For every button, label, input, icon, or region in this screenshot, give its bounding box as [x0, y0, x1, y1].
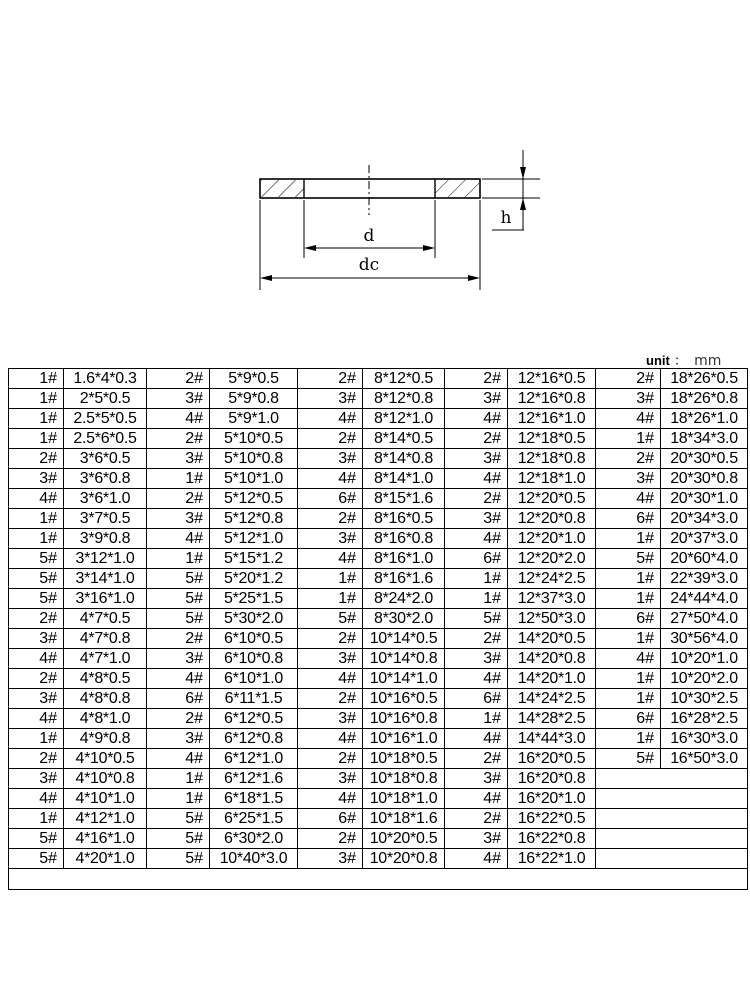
- quantity-cell: 2#: [445, 429, 508, 449]
- table-footer-row: [9, 869, 748, 890]
- size-cell: 12*24*2.5: [508, 569, 596, 589]
- size-cell: 6*10*0.5: [210, 629, 298, 649]
- quantity-cell: 6#: [596, 509, 661, 529]
- quantity-cell: 4#: [147, 529, 210, 549]
- quantity-cell: 5#: [596, 749, 661, 769]
- table-row: [9, 849, 748, 869]
- quantity-cell: 5#: [9, 829, 64, 849]
- size-cell: 27*50*4.0: [661, 609, 748, 629]
- quantity-cell: 4#: [445, 529, 508, 549]
- size-cell: 16*22*1.0: [508, 849, 596, 869]
- quantity-cell: 5#: [147, 589, 210, 609]
- empty-cell: [596, 789, 748, 809]
- size-cell: 16*20*1.0: [508, 789, 596, 809]
- quantity-cell: 5#: [147, 849, 210, 869]
- quantity-cell: 3#: [298, 649, 363, 669]
- quantity-cell: 4#: [445, 469, 508, 489]
- size-cell: 12*16*0.8: [508, 389, 596, 409]
- quantity-cell: 1#: [9, 809, 64, 829]
- size-cell: 10*18*1.6: [363, 809, 445, 829]
- quantity-cell: 4#: [298, 549, 363, 569]
- size-cell: 16*30*3.0: [661, 729, 748, 749]
- quantity-cell: 3#: [147, 509, 210, 529]
- d-label: d: [363, 226, 375, 246]
- quantity-cell: 5#: [445, 609, 508, 629]
- size-cell: 12*37*3.0: [508, 589, 596, 609]
- unit-value: mm: [694, 353, 722, 369]
- size-cell: 10*18*0.8: [363, 769, 445, 789]
- quantity-cell: 1#: [9, 529, 64, 549]
- size-cell: 10*30*2.5: [661, 689, 748, 709]
- size-cell: 2.5*6*0.5: [64, 429, 147, 449]
- quantity-cell: 1#: [9, 729, 64, 749]
- size-cell: 1.6*4*0.3: [64, 369, 147, 389]
- size-cell: 12*16*0.5: [508, 369, 596, 389]
- quantity-cell: 3#: [147, 389, 210, 409]
- size-cell: 6*25*1.5: [210, 809, 298, 829]
- size-cell: 12*16*1.0: [508, 409, 596, 429]
- size-cell: 4*7*1.0: [64, 649, 147, 669]
- quantity-cell: 1#: [596, 669, 661, 689]
- size-cell: 4*10*1.0: [64, 789, 147, 809]
- quantity-cell: 2#: [9, 609, 64, 629]
- size-cell: 18*34*3.0: [661, 429, 748, 449]
- size-cell: 14*20*1.0: [508, 669, 596, 689]
- washer-size-table: [8, 368, 748, 890]
- quantity-cell: 4#: [298, 789, 363, 809]
- size-cell: 5*9*1.0: [210, 409, 298, 429]
- quantity-cell: 4#: [596, 409, 661, 429]
- size-cell: 4*9*0.8: [64, 729, 147, 749]
- quantity-cell: 4#: [298, 409, 363, 429]
- quantity-cell: 3#: [445, 389, 508, 409]
- size-cell: 10*16*0.5: [363, 689, 445, 709]
- table-row: [9, 749, 748, 769]
- size-cell: 2.5*5*0.5: [64, 409, 147, 429]
- table-row: [9, 809, 748, 829]
- quantity-cell: 6#: [147, 689, 210, 709]
- size-cell: 14*24*2.5: [508, 689, 596, 709]
- table-row: [9, 649, 748, 669]
- size-cell: 5*12*0.8: [210, 509, 298, 529]
- size-cell: 10*14*0.8: [363, 649, 445, 669]
- size-cell: 10*20*1.0: [661, 649, 748, 669]
- size-cell: 4*10*0.8: [64, 769, 147, 789]
- size-cell: 4*8*1.0: [64, 709, 147, 729]
- size-cell: 4*7*0.5: [64, 609, 147, 629]
- quantity-cell: 1#: [596, 729, 661, 749]
- table-row: [9, 769, 748, 789]
- size-cell: 4*16*1.0: [64, 829, 147, 849]
- size-cell: 10*40*3.0: [210, 849, 298, 869]
- quantity-cell: 2#: [445, 489, 508, 509]
- size-cell: 4*12*1.0: [64, 809, 147, 829]
- size-cell: 20*60*4.0: [661, 549, 748, 569]
- size-cell: 5*9*0.8: [210, 389, 298, 409]
- table-row: [9, 789, 748, 809]
- quantity-cell: 5#: [9, 549, 64, 569]
- size-cell: 10*18*0.5: [363, 749, 445, 769]
- quantity-cell: 5#: [147, 829, 210, 849]
- size-cell: 3*14*1.0: [64, 569, 147, 589]
- quantity-cell: 4#: [147, 749, 210, 769]
- quantity-cell: 2#: [298, 629, 363, 649]
- quantity-cell: 1#: [147, 789, 210, 809]
- size-cell: 6*12*0.5: [210, 709, 298, 729]
- quantity-cell: 4#: [596, 489, 661, 509]
- size-cell: 3*6*0.8: [64, 469, 147, 489]
- table-row: [9, 529, 748, 549]
- quantity-cell: 4#: [445, 789, 508, 809]
- size-cell: 12*18*0.5: [508, 429, 596, 449]
- quantity-cell: 5#: [9, 849, 64, 869]
- quantity-cell: 1#: [596, 529, 661, 549]
- table-row: [9, 669, 748, 689]
- table-row: [9, 689, 748, 709]
- quantity-cell: 3#: [9, 769, 64, 789]
- quantity-cell: 4#: [445, 409, 508, 429]
- size-cell: 8*14*1.0: [363, 469, 445, 489]
- quantity-cell: 1#: [445, 709, 508, 729]
- quantity-cell: 2#: [298, 689, 363, 709]
- quantity-cell: 4#: [445, 669, 508, 689]
- quantity-cell: 2#: [147, 709, 210, 729]
- quantity-cell: 4#: [445, 729, 508, 749]
- size-cell: 6*11*1.5: [210, 689, 298, 709]
- quantity-cell: 2#: [445, 809, 508, 829]
- size-cell: 4*20*1.0: [64, 849, 147, 869]
- quantity-cell: 2#: [147, 429, 210, 449]
- quantity-cell: 4#: [298, 729, 363, 749]
- quantity-cell: 2#: [147, 629, 210, 649]
- quantity-cell: 1#: [596, 629, 661, 649]
- quantity-cell: 6#: [445, 689, 508, 709]
- table-row: [9, 389, 748, 409]
- quantity-cell: 5#: [147, 609, 210, 629]
- quantity-cell: 1#: [298, 569, 363, 589]
- quantity-cell: 1#: [596, 569, 661, 589]
- size-cell: 5*10*0.8: [210, 449, 298, 469]
- size-cell: 12*20*2.0: [508, 549, 596, 569]
- unit-label: [646, 350, 721, 369]
- size-cell: 5*30*2.0: [210, 609, 298, 629]
- size-cell: 8*16*1.0: [363, 549, 445, 569]
- size-cell: 6*12*1.0: [210, 749, 298, 769]
- table-row: [9, 729, 748, 749]
- size-cell: 10*16*0.8: [363, 709, 445, 729]
- quantity-cell: 4#: [9, 789, 64, 809]
- size-cell: 5*10*1.0: [210, 469, 298, 489]
- size-cell: 6*18*1.5: [210, 789, 298, 809]
- quantity-cell: 3#: [147, 449, 210, 469]
- quantity-cell: 4#: [9, 649, 64, 669]
- quantity-cell: 3#: [445, 649, 508, 669]
- quantity-cell: 3#: [298, 389, 363, 409]
- size-cell: 12*20*0.8: [508, 509, 596, 529]
- size-cell: 10*20*0.8: [363, 849, 445, 869]
- quantity-cell: 6#: [298, 809, 363, 829]
- size-cell: 3*12*1.0: [64, 549, 147, 569]
- quantity-cell: 3#: [298, 449, 363, 469]
- table-row: [9, 569, 748, 589]
- size-cell: 12*18*0.8: [508, 449, 596, 469]
- size-cell: 12*20*1.0: [508, 529, 596, 549]
- size-cell: 2*5*0.5: [64, 389, 147, 409]
- quantity-cell: 2#: [298, 429, 363, 449]
- quantity-cell: 3#: [298, 769, 363, 789]
- quantity-cell: 2#: [9, 669, 64, 689]
- size-cell: 10*14*0.5: [363, 629, 445, 649]
- size-cell: 22*39*3.0: [661, 569, 748, 589]
- table-row: [9, 589, 748, 609]
- table-row: [9, 469, 748, 489]
- quantity-cell: 1#: [596, 589, 661, 609]
- size-cell: 5*25*1.5: [210, 589, 298, 609]
- dc-label: dc: [358, 255, 380, 275]
- size-cell: 10*14*1.0: [363, 669, 445, 689]
- quantity-cell: 1#: [596, 429, 661, 449]
- quantity-cell: 5#: [147, 809, 210, 829]
- size-cell: 8*12*1.0: [363, 409, 445, 429]
- size-cell: 6*12*1.6: [210, 769, 298, 789]
- table-row: [9, 549, 748, 569]
- size-cell: 12*18*1.0: [508, 469, 596, 489]
- size-cell: 14*20*0.8: [508, 649, 596, 669]
- table-row: [9, 449, 748, 469]
- quantity-cell: 6#: [445, 549, 508, 569]
- size-cell: 10*20*2.0: [661, 669, 748, 689]
- quantity-cell: 4#: [298, 669, 363, 689]
- size-cell: 4*10*0.5: [64, 749, 147, 769]
- size-cell: 20*37*3.0: [661, 529, 748, 549]
- table-row: [9, 429, 748, 449]
- quantity-cell: 2#: [9, 749, 64, 769]
- quantity-cell: 3#: [147, 729, 210, 749]
- quantity-cell: 2#: [596, 369, 661, 389]
- unit-separator: ：: [673, 354, 687, 369]
- quantity-cell: 4#: [147, 409, 210, 429]
- quantity-cell: 3#: [9, 469, 64, 489]
- quantity-cell: 2#: [298, 749, 363, 769]
- size-cell: 6*30*2.0: [210, 829, 298, 849]
- size-cell: 10*18*1.0: [363, 789, 445, 809]
- thickness-dimension: [482, 150, 540, 230]
- size-cell: 6*10*0.8: [210, 649, 298, 669]
- quantity-cell: 1#: [298, 589, 363, 609]
- table-row: [9, 509, 748, 529]
- table-row: [9, 609, 748, 629]
- h-label: h: [500, 208, 512, 228]
- quantity-cell: 1#: [9, 389, 64, 409]
- size-cell: 20*34*3.0: [661, 509, 748, 529]
- size-cell: 20*30*0.8: [661, 469, 748, 489]
- size-cell: 5*12*1.0: [210, 529, 298, 549]
- quantity-cell: 5#: [298, 609, 363, 629]
- table-row: [9, 829, 748, 849]
- size-cell: 18*26*1.0: [661, 409, 748, 429]
- quantity-cell: 6#: [596, 609, 661, 629]
- quantity-cell: 6#: [596, 709, 661, 729]
- size-cell: 3*6*0.5: [64, 449, 147, 469]
- size-cell: 4*7*0.8: [64, 629, 147, 649]
- size-cell: 18*26*0.5: [661, 369, 748, 389]
- size-cell: 6*10*1.0: [210, 669, 298, 689]
- quantity-cell: 2#: [298, 369, 363, 389]
- quantity-cell: 1#: [445, 589, 508, 609]
- empty-cell: [596, 849, 748, 869]
- size-cell: 16*20*0.5: [508, 749, 596, 769]
- quantity-cell: 3#: [147, 649, 210, 669]
- size-cell: 12*20*0.5: [508, 489, 596, 509]
- size-cell: 10*20*0.5: [363, 829, 445, 849]
- table-row: [9, 369, 748, 389]
- quantity-cell: 3#: [445, 769, 508, 789]
- empty-cell: [9, 869, 748, 890]
- size-cell: 5*20*1.2: [210, 569, 298, 589]
- quantity-cell: 6#: [298, 489, 363, 509]
- quantity-cell: 4#: [445, 849, 508, 869]
- size-cell: 5*12*0.5: [210, 489, 298, 509]
- empty-cell: [596, 769, 748, 789]
- washer-cross-section: [260, 165, 480, 215]
- quantity-cell: 2#: [147, 489, 210, 509]
- size-cell: 24*44*4.0: [661, 589, 748, 609]
- quantity-cell: 1#: [9, 509, 64, 529]
- quantity-cell: 1#: [147, 469, 210, 489]
- quantity-cell: 2#: [147, 369, 210, 389]
- size-cell: 5*15*1.2: [210, 549, 298, 569]
- size-cell: 16*28*2.5: [661, 709, 748, 729]
- quantity-cell: 3#: [9, 689, 64, 709]
- size-cell: 5*10*0.5: [210, 429, 298, 449]
- size-cell: 3*9*0.8: [64, 529, 147, 549]
- size-cell: 30*56*4.0: [661, 629, 748, 649]
- quantity-cell: 2#: [445, 629, 508, 649]
- size-cell: 16*20*0.8: [508, 769, 596, 789]
- size-cell: 4*8*0.8: [64, 689, 147, 709]
- size-cell: 14*44*3.0: [508, 729, 596, 749]
- size-cell: 8*16*0.8: [363, 529, 445, 549]
- quantity-cell: 1#: [147, 769, 210, 789]
- size-cell: 8*14*0.5: [363, 429, 445, 449]
- size-cell: 8*24*2.0: [363, 589, 445, 609]
- quantity-cell: 3#: [298, 849, 363, 869]
- quantity-cell: 4#: [9, 709, 64, 729]
- empty-cell: [596, 829, 748, 849]
- size-cell: 16*22*0.8: [508, 829, 596, 849]
- table-row: [9, 489, 748, 509]
- quantity-cell: 2#: [298, 509, 363, 529]
- size-cell: 14*28*2.5: [508, 709, 596, 729]
- quantity-cell: 3#: [298, 709, 363, 729]
- size-cell: 14*20*0.5: [508, 629, 596, 649]
- quantity-cell: 3#: [445, 449, 508, 469]
- quantity-cell: 4#: [298, 469, 363, 489]
- washer-dimension-diagram: [0, 0, 750, 330]
- empty-cell: [596, 809, 748, 829]
- quantity-cell: 5#: [596, 549, 661, 569]
- quantity-cell: 3#: [445, 509, 508, 529]
- quantity-cell: 4#: [9, 489, 64, 509]
- size-cell: 8*16*1.6: [363, 569, 445, 589]
- size-cell: 20*30*1.0: [661, 489, 748, 509]
- size-cell: 3*16*1.0: [64, 589, 147, 609]
- unit-text: unit: [646, 353, 670, 368]
- quantity-cell: 2#: [596, 449, 661, 469]
- quantity-cell: 3#: [596, 389, 661, 409]
- size-cell: 10*16*1.0: [363, 729, 445, 749]
- size-cell: 8*15*1.6: [363, 489, 445, 509]
- quantity-cell: 1#: [147, 549, 210, 569]
- size-cell: 18*26*0.8: [661, 389, 748, 409]
- size-cell: 16*50*3.0: [661, 749, 748, 769]
- quantity-cell: 3#: [9, 629, 64, 649]
- table-row: [9, 709, 748, 729]
- quantity-cell: 3#: [298, 529, 363, 549]
- size-cell: 4*8*0.5: [64, 669, 147, 689]
- quantity-cell: 4#: [596, 649, 661, 669]
- size-cell: 12*50*3.0: [508, 609, 596, 629]
- quantity-cell: 1#: [9, 429, 64, 449]
- quantity-cell: 5#: [9, 569, 64, 589]
- size-cell: 8*12*0.8: [363, 389, 445, 409]
- quantity-cell: 1#: [596, 689, 661, 709]
- table-row: [9, 629, 748, 649]
- size-cell: 8*14*0.8: [363, 449, 445, 469]
- size-cell: 8*30*2.0: [363, 609, 445, 629]
- quantity-cell: 1#: [9, 369, 64, 389]
- size-cell: 3*6*1.0: [64, 489, 147, 509]
- quantity-cell: 2#: [9, 449, 64, 469]
- size-cell: 8*12*0.5: [363, 369, 445, 389]
- quantity-cell: 2#: [298, 829, 363, 849]
- quantity-cell: 5#: [147, 569, 210, 589]
- size-cell: 16*22*0.5: [508, 809, 596, 829]
- quantity-cell: 3#: [445, 829, 508, 849]
- size-cell: 3*7*0.5: [64, 509, 147, 529]
- size-cell: 6*12*0.8: [210, 729, 298, 749]
- quantity-cell: 1#: [445, 569, 508, 589]
- table-row: [9, 409, 748, 429]
- quantity-cell: 3#: [596, 469, 661, 489]
- quantity-cell: 4#: [147, 669, 210, 689]
- size-cell: 5*9*0.5: [210, 369, 298, 389]
- size-cell: 20*30*0.5: [661, 449, 748, 469]
- quantity-cell: 2#: [445, 369, 508, 389]
- size-cell: 8*16*0.5: [363, 509, 445, 529]
- quantity-cell: 2#: [445, 749, 508, 769]
- quantity-cell: 5#: [9, 589, 64, 609]
- quantity-cell: 1#: [9, 409, 64, 429]
